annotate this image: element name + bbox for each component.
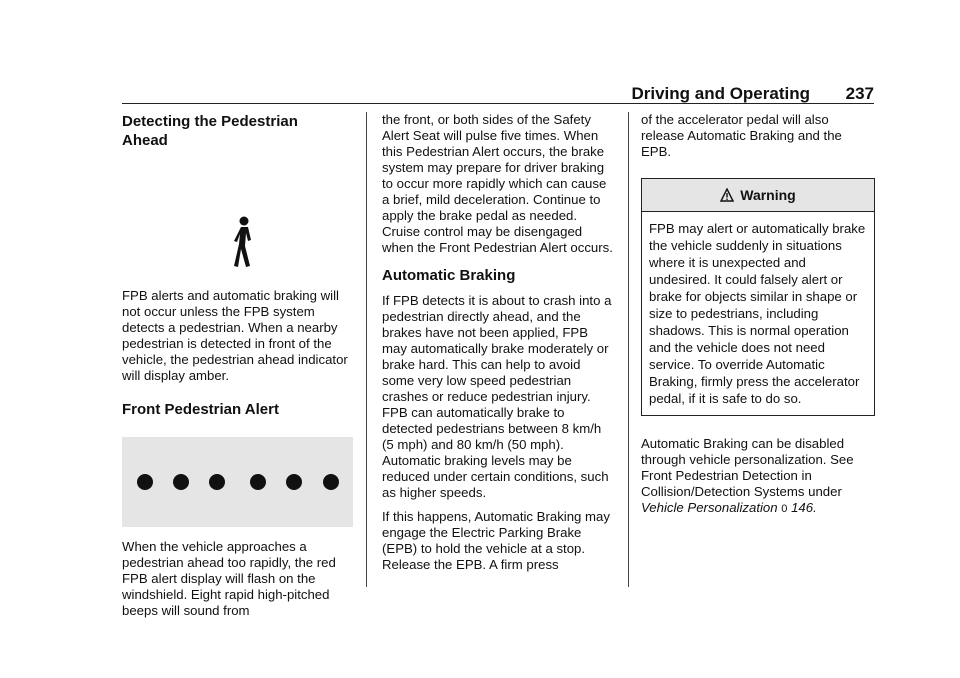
- alert-dot-icon: [286, 474, 302, 490]
- section-heading-automatic-braking: Automatic Braking: [382, 267, 516, 284]
- column-divider-1: [366, 112, 367, 587]
- disable-text: Automatic Braking can be disabled through vehicle personalization. See Front Pedestrian Detection in Collision/Detection Systems under: [641, 436, 854, 499]
- paragraph-fpb-detects: If FPB detects it is about to crash into a pedestrian directly ahead, and the brakes have not been applied, FPB may automatically brake moderately or brake hard. This can help to avoid some very low speed pedestrian crashes or reduce pedestrian injury. FPB can automatically brake to detected pedestrians between 8 km/h (5 mph) and 80 km/h (50 mph). Automatic braking levels may be reduced under certain conditions, such as higher speeds.: [382, 293, 612, 500]
- paragraph-disable-braking: [641, 436, 875, 517]
- header-title: Driving and Operating: [631, 84, 810, 103]
- page-reference-icon: 0: [781, 503, 788, 515]
- warning-box: [641, 178, 875, 416]
- alert-dot-icon: [323, 474, 339, 490]
- column-divider-2: [628, 112, 629, 587]
- column-3: [641, 112, 875, 517]
- alert-dot-icon: [209, 474, 225, 490]
- page-number: 237: [845, 84, 874, 103]
- pedestrian-alert-display: [122, 437, 353, 527]
- warning-triangle-icon: [720, 188, 734, 202]
- pedestrian-icon: [232, 216, 256, 268]
- warning-text: FPB may alert or automatically brake the vehicle suddenly in situations where it is unexpected and undesired. It could falsely alert or brake for objects similar in shape or size to pedestrians, including shadows. This is normal operation and the vehicle does not need service. To override Automatic Braking, firmly press the accelerator pedal, if it is safe to do so.: [649, 221, 866, 406]
- paragraph-safety-alert-seat: the front, or both sides of the Safety Alert Seat will pulse five times. When this Pedestrian Alert occurs, the brake system may prepare for driver braking to occur more rapidly which can cause a brief, mild deceleration. Continue to apply the brake pedal as needed. Cruise control may be disengaged when the Front Pedestrian Alert occurs.: [382, 112, 613, 255]
- paragraph-accelerator-release: of the accelerator pedal will also release Automatic Braking and the EPB.: [641, 112, 842, 159]
- paragraph-vehicle-approaches: When the vehicle approaches a pedestrian ahead too rapidly, the red FPB alert display will flash on the windshield. Eight rapid high-pitched beeps will sound from: [122, 539, 336, 618]
- section-heading-front-pedestrian-alert: Front Pedestrian Alert: [122, 401, 279, 418]
- warning-header: [642, 179, 874, 212]
- header-divider: [122, 103, 874, 104]
- vehicle-personalization-link[interactable]: Vehicle Personalization: [641, 500, 778, 515]
- section-heading-pedestrian-ahead: Detecting the Pedestrian Ahead: [122, 113, 298, 149]
- alert-dot-icon: [250, 474, 266, 490]
- warning-title: Warning: [740, 187, 796, 203]
- page-reference-number[interactable]: 146.: [791, 500, 817, 515]
- paragraph-if-this-happens: If this happens, Automatic Braking may engage the Electric Parking Brake (EPB) to hold the vehicle at a stop. Release the EPB. A firm press: [382, 509, 610, 572]
- alert-dot-icon: [173, 474, 189, 490]
- paragraph-fpb-alerts: FPB alerts and automatic braking will not occur unless the FPB system detects a pedestrian. When a nearby pedestrian is detected in front of the vehicle, the pedestrian ahead indicator will display amber.: [122, 288, 348, 383]
- column-2: [382, 112, 616, 573]
- column-1: [122, 112, 354, 619]
- alert-dot-icon: [137, 474, 153, 490]
